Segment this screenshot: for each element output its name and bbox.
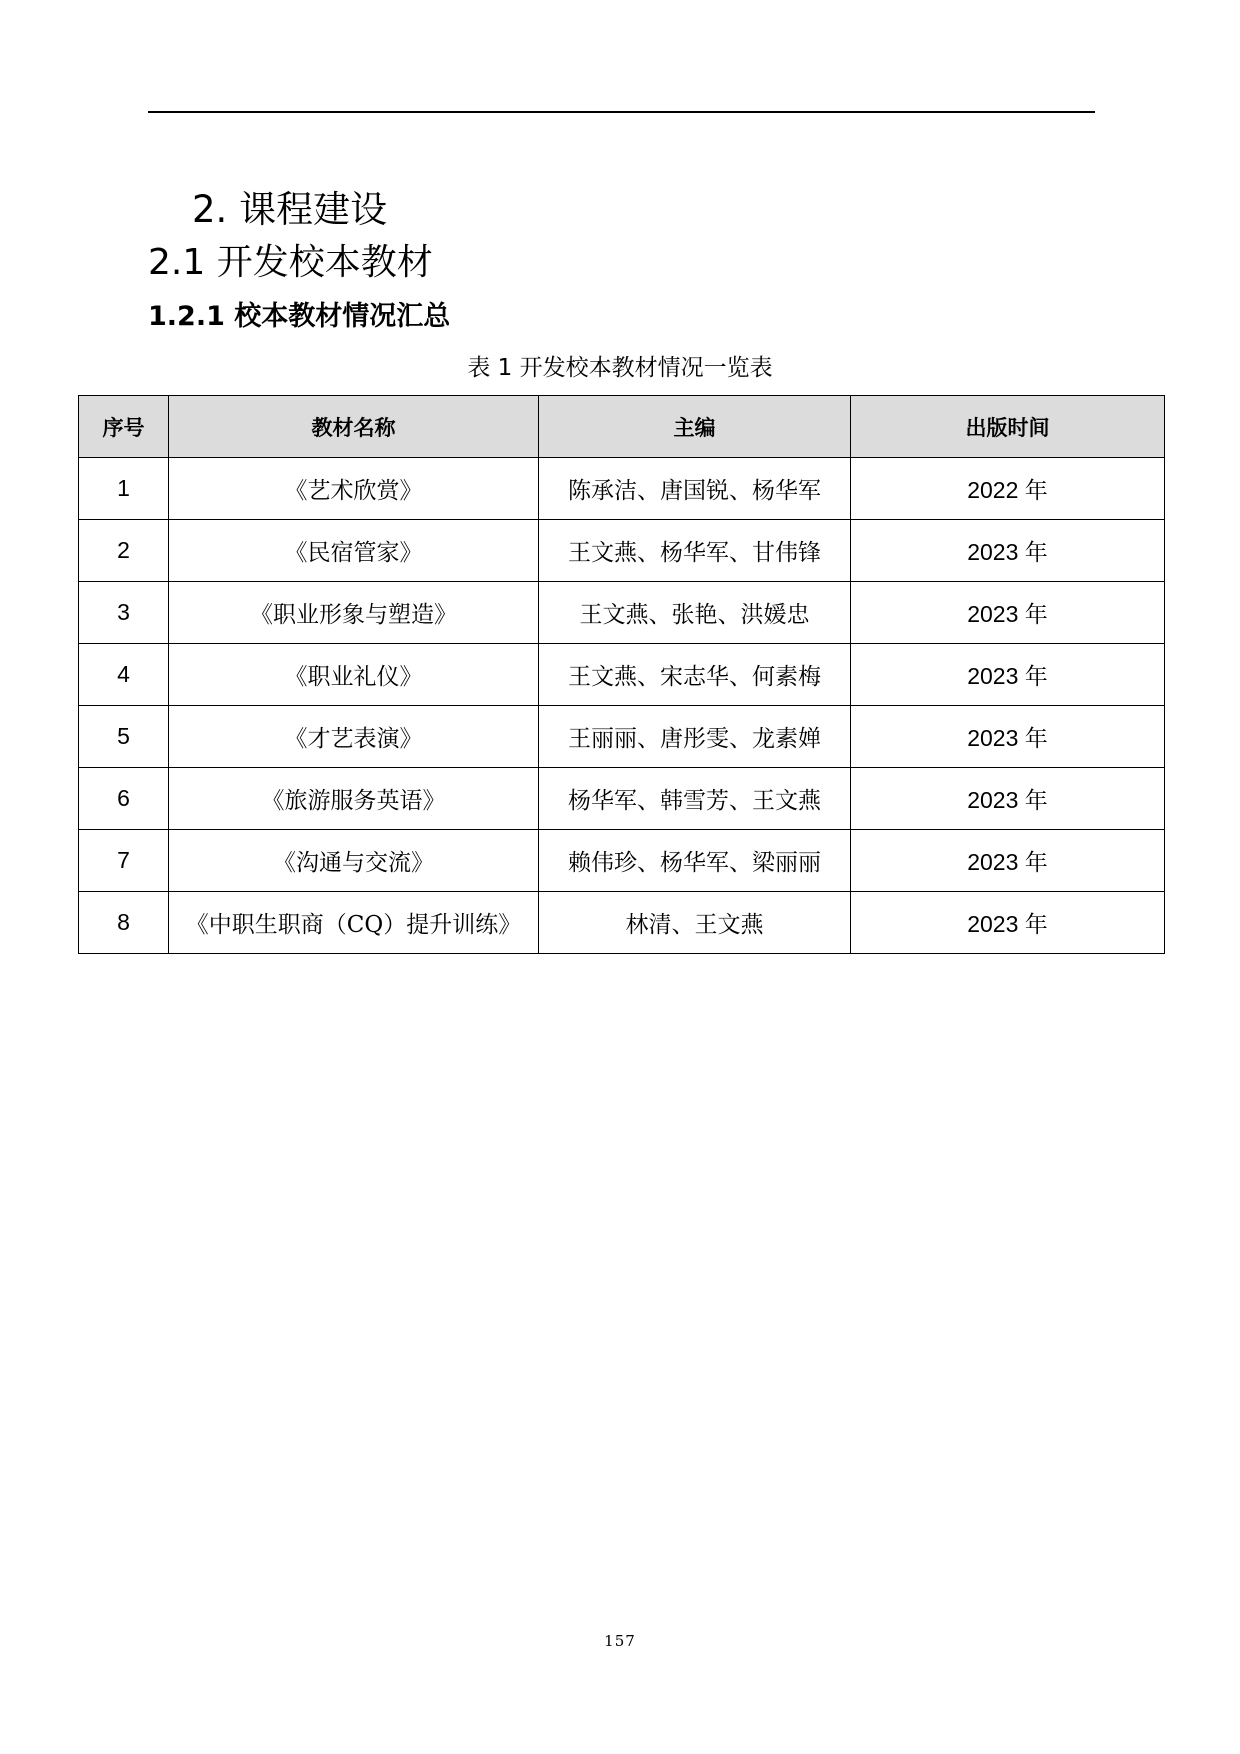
section-heading: 2. 课程建设: [192, 188, 388, 231]
table-row: [79, 830, 1165, 892]
cell-no: 5: [79, 706, 169, 768]
table-caption: 表 1 开发校本教材情况一览表: [467, 355, 773, 381]
table-row: [79, 706, 1165, 768]
table-row: [79, 644, 1165, 706]
cell-title: 《沟通与交流》: [169, 830, 539, 892]
cell-editors: 王文燕、张艳、洪媛忠: [539, 582, 851, 644]
column-header-title: 教材名称: [169, 396, 539, 458]
cell-editors: 杨华军、韩雪芳、王文燕: [539, 768, 851, 830]
column-header-editors: 主编: [539, 396, 851, 458]
table-row: [79, 582, 1165, 644]
table-header-row: [79, 396, 1165, 458]
cell-year: 2023 年: [851, 644, 1165, 706]
cell-year: 2023 年: [851, 582, 1165, 644]
cell-year: 2023 年: [851, 520, 1165, 582]
cell-editors: 王文燕、杨华军、甘伟锋: [539, 520, 851, 582]
cell-editors: 王丽丽、唐彤雯、龙素婵: [539, 706, 851, 768]
header-rule: [148, 111, 1095, 113]
cell-no: 2: [79, 520, 169, 582]
subsection-heading: 2.1 开发校本教材: [148, 242, 433, 283]
cell-year: 2023 年: [851, 768, 1165, 830]
cell-title: 《职业礼仪》: [169, 644, 539, 706]
cell-title: 《旅游服务英语》: [169, 768, 539, 830]
cell-no: 6: [79, 768, 169, 830]
cell-editors: 林清、王文燕: [539, 892, 851, 954]
cell-title: 《职业形象与塑造》: [169, 582, 539, 644]
cell-no: 7: [79, 830, 169, 892]
column-header-year: 出版时间: [851, 396, 1165, 458]
cell-no: 1: [79, 458, 169, 520]
page-number: 157: [604, 1632, 636, 1650]
cell-year: 2022 年: [851, 458, 1165, 520]
textbook-table: [78, 395, 1165, 954]
cell-title: 《才艺表演》: [169, 706, 539, 768]
cell-title: 《中职生职商（CQ）提升训练》: [169, 892, 539, 954]
cell-editors: 赖伟珍、杨华军、梁丽丽: [539, 830, 851, 892]
column-header-no: 序号: [79, 396, 169, 458]
cell-year: 2023 年: [851, 892, 1165, 954]
cell-title: 《民宿管家》: [169, 520, 539, 582]
table-row: [79, 458, 1165, 520]
cell-no: 4: [79, 644, 169, 706]
table-row: [79, 768, 1165, 830]
cell-editors: 王文燕、宋志华、何素梅: [539, 644, 851, 706]
cell-year: 2023 年: [851, 830, 1165, 892]
cell-no: 3: [79, 582, 169, 644]
cell-no: 8: [79, 892, 169, 954]
table-row: [79, 520, 1165, 582]
cell-editors: 陈承洁、唐国锐、杨华军: [539, 458, 851, 520]
table-row: [79, 892, 1165, 954]
subsubsection-heading: 1.2.1 校本教材情况汇总: [148, 301, 451, 332]
cell-title: 《艺术欣赏》: [169, 458, 539, 520]
cell-year: 2023 年: [851, 706, 1165, 768]
